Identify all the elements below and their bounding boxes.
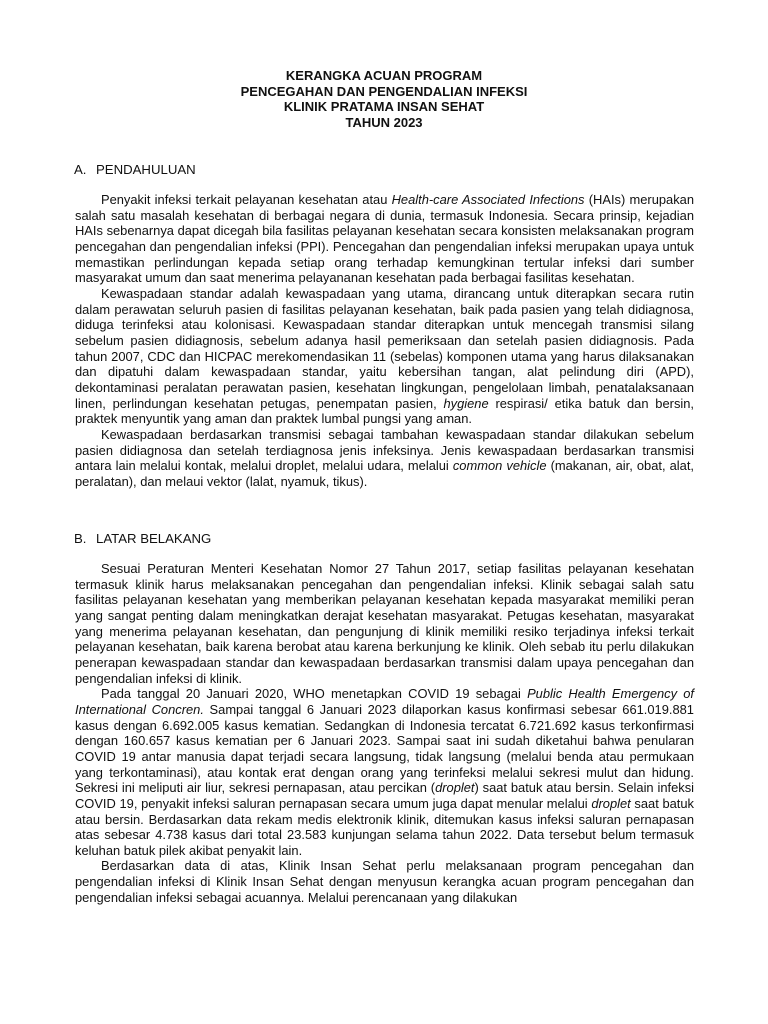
section-a-paragraph-1	[75, 192, 694, 286]
italic-term: hygiene	[443, 395, 489, 411]
italic-term: common vehicle	[452, 458, 547, 474]
title-line-4: TAHUN 2023	[345, 114, 423, 130]
text-run: Kewaspadaan berdasarkan transmisi sebagai tambahan kewaspadaan standar dilakukan sebelum pasien didiagnosa dan setelah terdiagnosa jenis infeksinya. Jenis kewaspadaan berdasarkan transmisi antara lain melalui kontak, melalui droplet, melalui udara, melalui	[75, 426, 694, 474]
text-run: Pada tanggal 20 Januari 2020, WHO menetapkan COVID 19 sebagai	[101, 686, 528, 702]
section-b-body	[75, 561, 694, 905]
section-a-heading	[74, 162, 196, 178]
title-line-3: KLINIK PRATAMA INSAN SEHAT	[283, 99, 485, 115]
title-line-2: PENCEGAHAN DAN PENGENDALIAN INFEKSI	[240, 83, 528, 99]
section-a-paragraph-2	[75, 286, 694, 427]
section-b-paragraph-2	[75, 686, 694, 858]
text-run: Penyakit infeksi terkait pelayanan kesehatan atau	[101, 192, 392, 207]
section-b-paragraph-1: Sesuai Peraturan Menteri Kesehatan Nomor 27 Tahun 2017, setiap fasilitas pelayanan kesehatan termasuk klinik harus melaksanakan pencegahan dan pengendalian infeksi. Klinik sebagai salah satu fasilitas pelayanan kesehatan yang memberikan pelayanan kesehatan kepada masyarakat memiliki peran yang sangat penting dalam meningkatkan derajat kesehatan masyarakat. Petugas kesehatan, masyarakat yang menerima pelayanan kesehatan, dan pengunjung di klinik memiliki resiko terjadinya infeksi terkait pelayanan kesehatan, baik karena berobat atau karena berkunjung ke klinik. Oleh sebab itu perlu dilakukan penerapan kewaspadaan standar dan kewaspadaan berdasarkan transmisi dalam upaya pencegahan dan pengendalian infeksi di klinik.	[75, 561, 694, 686]
section-a-paragraph-3	[75, 427, 694, 490]
text-run: Kewaspadaan standar adalah kewaspadaan yang utama, dirancang untuk diterapkan secara rutin dalam perawatan seluruh pasien di fasilitas pelayanan kesehatan, baik pada pasien yang telah didiagnosa, diduga terinfeksi atau kolonisasi. Kewaspadaan standar diterapkan untuk mencegah transmisi silang sebelum pasien didiagnosis, sebelum adanya hasil pemeriksaan dan setelah pasien didiagnosis. Pada tahun 2007, CDC dan HICPAC merekomendasikan 11 (sebelas) komponen utama yang harus dilaksanakan dan dipatuhi dalam kewaspadaan standar, yaitu kebersihan tangan, alat pelindung diri (APD), dekontaminasi peralatan perawatan pasien, kesehatan lingkungan, pengelolaan limbah, penatalaksanaan linen, perlindungan kesehatan petugas, penempatan pasien,	[75, 285, 694, 411]
text-run: (HAIs) merupakan salah satu masalah kesehatan di berbagai negara di dunia, termasuk Indonesia. Secara prinsip, kejadian HAIs sebenarnya dapat dicegah bila fasilitas pelayanan kesehatan secara konsisten melaksanakan program pencegahan dan pengendalian infeksi (PPI). Pencegahan dan pengendalian infeksi merupakan upaya untuk memastikan perlindungan kepada setiap orang terhadap kemungkinan tertular infeksi dari sumber masyarakat umum dan saat menerima pelayananan kesehatan pada berbagai fasilitas kesehatan.	[75, 192, 694, 286]
italic-term: Health-care Associated Infections	[391, 192, 585, 207]
section-b-title: LATAR BELAKANG	[96, 531, 212, 546]
section-b-label: B.	[74, 531, 87, 546]
text-run: saat batuk atau bersin. Berdasarkan data rekam medis elektronik klinik, ditemukan kasus infeksi saluran pernapasan atas sebesar 4.738 kasus dari total 23.583 kunjungan selama tahun 2022. Data tersebut belum termasuk keluhan batuk pilek akibat penyakit lain.	[75, 795, 695, 858]
section-b-paragraph-3: Berdasarkan data di atas, Klinik Insan Sehat perlu melaksanaan program pencegahan dan pengendalian infeksi di Klinik Insan Sehat dengan menyusun kerangka acuan program pencegahan dan pengendalian infeksi sebagai acuannya. Melalui perencanaan yang dilakukan	[75, 858, 694, 905]
text-run: ) saat batuk atau bersin. Selain infeksi COVID 19, penyakit infeksi saluran pernapasan secara umum juga dapat menular melalui	[75, 780, 694, 811]
document-title	[0, 68, 768, 130]
text-run: respirasi/ etika batuk dan bersin, praktek menyuntik yang aman dan praktek lumbal pungsi yang aman.	[75, 395, 695, 427]
text-run: (makanan, air, obat, alat, peralatan), dan melaui vektor (lalat, nyamuk, tikus).	[75, 458, 694, 489]
italic-term: Public Health Emergency of International Concren.	[75, 686, 695, 717]
section-b-heading	[74, 531, 211, 547]
section-a-title: PENDAHULUAN	[96, 162, 196, 177]
italic-term: droplet	[435, 780, 475, 796]
title-line-1: KERANGKA ACUAN PROGRAM	[285, 68, 483, 83]
text-run: Sampai tanggal 6 Januari 2023 dilaporkan kasus konfirmasi sebesar 661.019.881 kasus dengan 6.692.005 kasus kematian. Sedangkan di Indonesia tercatat 6.721.692 kasus terkonfirmasi dengan 160.657 kasus kematian per 6 Januari 2023. Sampai saat ini sudah diketahui bahwa penularan COVID 19 antar manusia dapat terjadi secara langsung, tidak langsung (melalui benda atau permukaan yang terkontaminasi), atau kontak erat dengan orang yang terinfeksi melalui sekresi mulut dan hidung. Sekresi ini meliputi air liur, sekresi pernapasan, atau percikan (	[75, 701, 694, 796]
section-a-body	[75, 192, 694, 489]
section-a-label: A.	[74, 162, 87, 177]
italic-term: droplet	[591, 795, 631, 811]
